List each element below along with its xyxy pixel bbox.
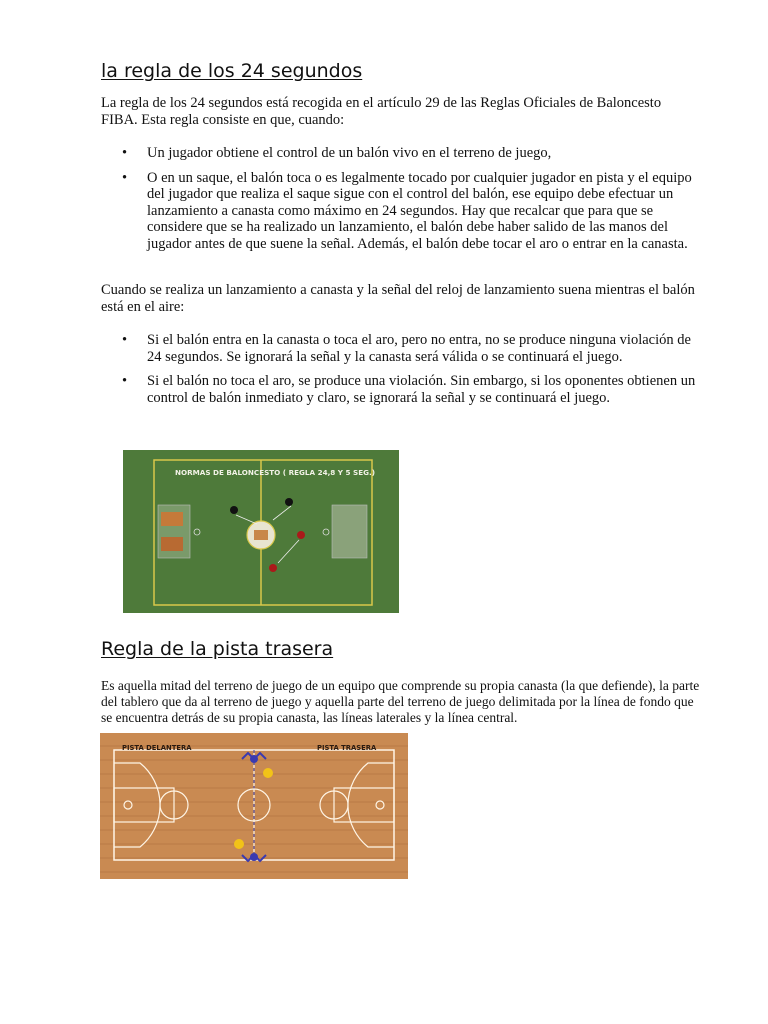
player-icon xyxy=(285,498,293,506)
section-heading-backcourt: Regla de la pista trasera xyxy=(101,638,334,660)
center-photo xyxy=(254,530,268,540)
right-panel xyxy=(332,505,367,558)
player-icon xyxy=(250,853,258,861)
list-item: • O en un saque, el balón toca o es legalmente tocado por cualquier jugador en pista y el equipo del jugador que realiza el saque sigue con el control del balón, ese equipo debe efectuar un lanzamiento a canasta como máximo en 24 segundos. Hay que recalcar que para que se considere que se ha realizado un lanzamiento, el balón debe haber salido de las manos del jugador antes de que suene la señal. Además, el balón debe tocar el aro o entrar en la canasta. xyxy=(101,170,701,253)
backcourt-diagram xyxy=(100,733,408,879)
backcourt-paragraph: Es aquella mitad del terreno de juego de un equipo que comprende su propia canasta (la que defiende), la parte del tablero que da al terreno de juego y aquella parte del terreno de juego delimitada por la línea de fondo que se encuentra detrás de su propia canasta, las líneas laterales y la línea central. xyxy=(101,678,700,725)
player-icon xyxy=(250,755,258,763)
shot-clock-paragraph: Cuando se realiza un lanzamiento a canasta y la señal del reloj de lanzamiento suena mientras el balón está en el aire: xyxy=(101,282,695,315)
basketball-rules-figure xyxy=(123,450,399,613)
rule-conditions-list xyxy=(101,145,701,260)
figure-title: NORMAS DE BALONCESTO ( REGLA 24,8 Y 5 SEG.) xyxy=(175,468,376,477)
list-item: • Si el balón no toca el aro, se produce una violación. Sin embargo, si los oponentes obtienen un control de balón inmediato y claro, se ignorará la señal y se continuará el juego. xyxy=(101,373,701,406)
section-heading-24-seconds: la regla de los 24 segundos xyxy=(101,60,363,82)
player-icon xyxy=(230,506,238,514)
left-photo-2 xyxy=(161,537,183,551)
player-icon xyxy=(269,564,277,572)
ball-icon xyxy=(263,768,273,778)
list-item: • Si el balón entra en la canasta o toca el aro, pero no entra, no se produce ninguna violación de 24 segundos. Se ignorará la señal y la canasta será válida o se continuará el juego. xyxy=(101,332,701,365)
court-label-right: PISTA TRASERA xyxy=(317,744,377,752)
ball-icon xyxy=(234,839,244,849)
list-item: • Un jugador obtiene el control de un balón vivo en el terreno de juego, xyxy=(101,145,701,162)
intro-paragraph: La regla de los 24 segundos está recogida en el artículo 29 de las Reglas Oficiales de Baloncesto FIBA. Esta regla consiste en que, cuando: xyxy=(101,95,662,128)
left-photo-1 xyxy=(161,512,183,526)
court-label-left: PISTA DELANTERA xyxy=(122,744,192,752)
shot-clock-list xyxy=(101,332,701,414)
player-icon xyxy=(297,531,305,539)
